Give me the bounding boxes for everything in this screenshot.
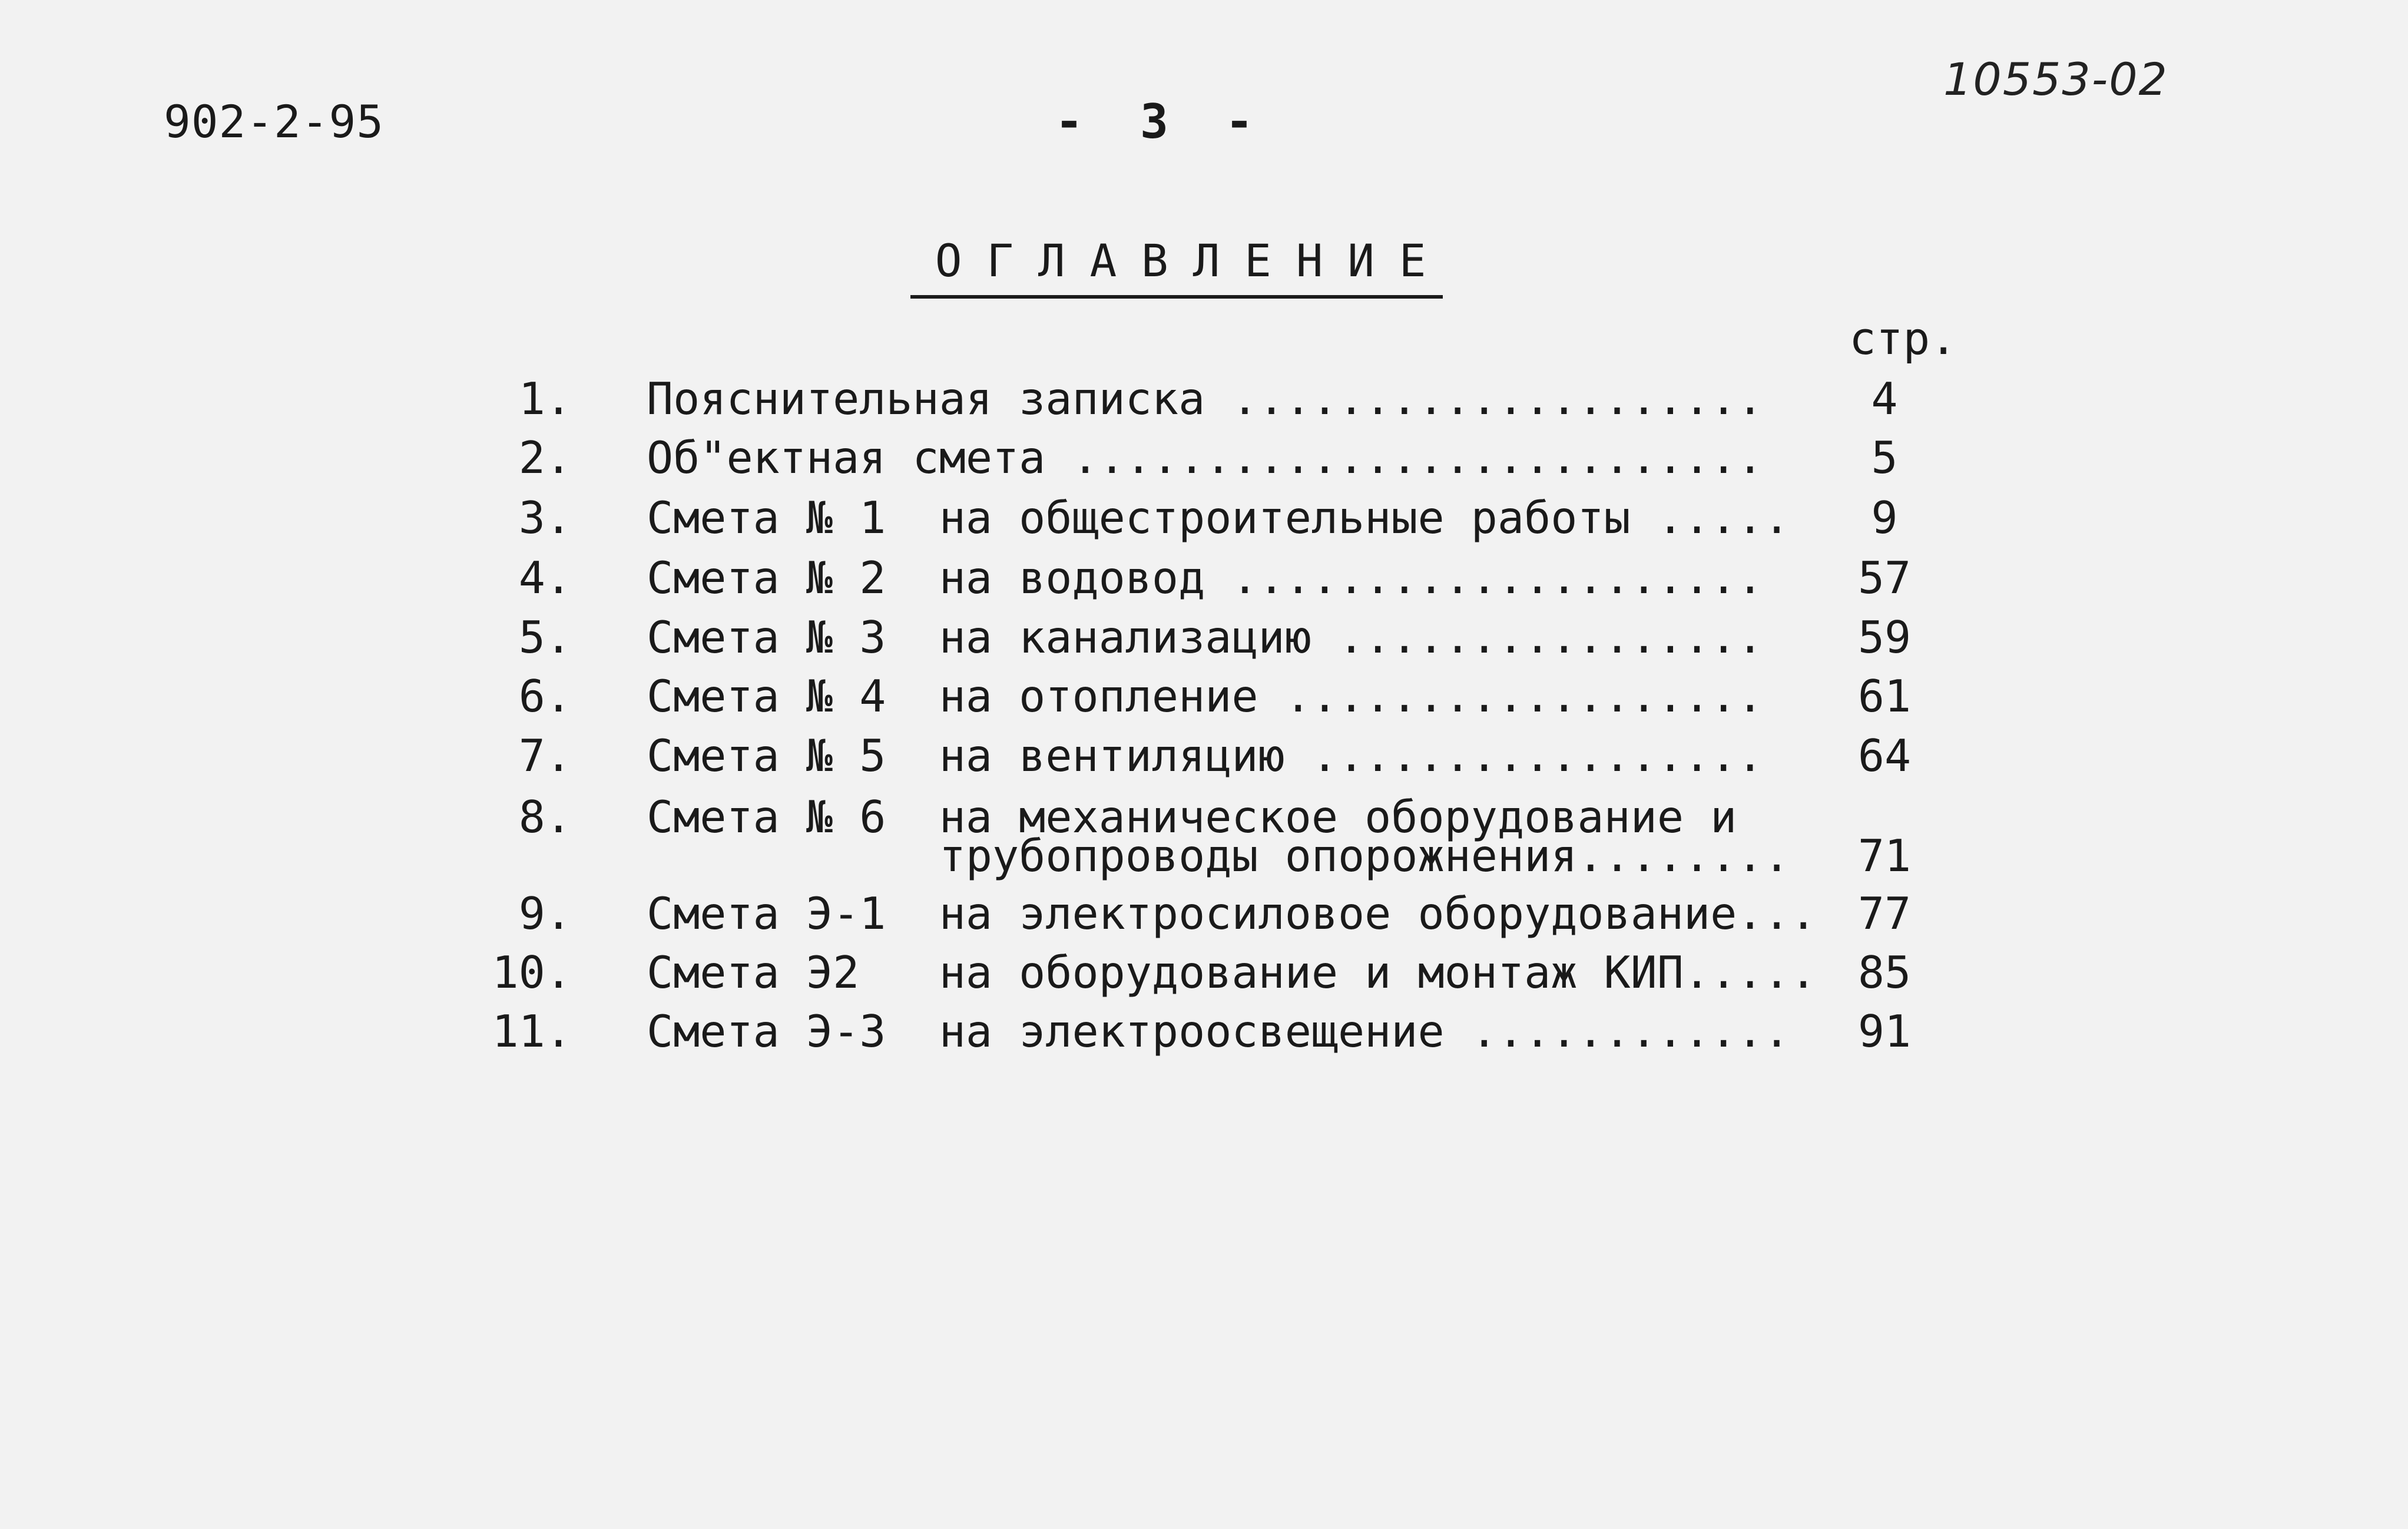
toc-entry-page: 4 — [1871, 373, 1898, 425]
toc-entry-number: 9. — [518, 888, 572, 939]
toc-entry-text-continuation: трубопроводы опорожнения........ — [647, 830, 1790, 882]
toc-entry-number: 11. — [492, 1005, 572, 1057]
toc-entry-9 — [0, 888, 2408, 951]
toc-entry-page: 57 — [1857, 552, 1912, 604]
toc-entry-number: 3. — [518, 492, 572, 544]
toc-entry-page: 9 — [1871, 492, 1898, 544]
toc-entry-page: 59 — [1857, 611, 1912, 663]
toc-entry-10 — [0, 946, 2408, 1010]
toc-entry-number: 6. — [518, 670, 572, 722]
toc-entry-text: Смета Э-1 на электросиловое оборудование... — [647, 888, 1817, 939]
toc-entry-page: 61 — [1857, 670, 1912, 722]
toc-entry-number: 5. — [518, 611, 572, 663]
toc-entry-11 — [0, 1005, 2408, 1068]
toc-entry-8-continuation — [0, 830, 2408, 893]
toc-entry-4 — [0, 552, 2408, 615]
toc-title: ОГЛАВЛЕНИЕ — [910, 234, 1443, 299]
toc-entry-text: Смета № 1 на общестроительные работы ..... — [647, 492, 1790, 544]
toc-entry-text: Смета № 6 на механическое оборудование и — [647, 791, 1737, 843]
archive-number: 10553-02 — [1943, 53, 2168, 105]
toc-entry-text: Смета Э2 на оборудование и монтаж КИП..... — [647, 946, 1817, 998]
toc-entry-6 — [0, 670, 2408, 733]
toc-entry-number: 2. — [518, 432, 572, 484]
toc-entry-text: Смета № 4 на отопление .................. — [647, 670, 1764, 722]
toc-entry-text: Смета № 3 на канализацию ................ — [647, 611, 1764, 663]
toc-entry-3 — [0, 492, 2408, 555]
toc-entry-number: 8. — [518, 791, 572, 843]
document-code: 902-2-95 — [164, 95, 385, 148]
toc-entry-number: 7. — [518, 730, 572, 782]
toc-entry-5 — [0, 611, 2408, 674]
toc-entry-number: 10. — [492, 946, 572, 998]
toc-entry-number: 1. — [518, 373, 572, 425]
toc-entry-text: Смета № 5 на вентиляцию ................. — [647, 730, 1764, 782]
toc-entry-page: 85 — [1857, 946, 1912, 998]
page-number: - 3 - — [1055, 94, 1254, 149]
toc-entry-page: 71 — [1857, 830, 1912, 882]
toc-entry-text: Смета № 2 на водовод .................... — [647, 552, 1764, 604]
toc-entry-2 — [0, 432, 2408, 495]
toc-entry-page: 64 — [1857, 730, 1912, 782]
toc-entry-number: 4. — [518, 552, 572, 604]
toc-entry-page: 77 — [1857, 888, 1912, 939]
toc-entry-7 — [0, 730, 2408, 793]
toc-entry-page: 91 — [1857, 1005, 1912, 1057]
toc-entry-page: 5 — [1871, 432, 1898, 484]
page-column-header: стр. — [1849, 312, 1957, 365]
toc-entry-text: Об"ектная смета .......................... — [647, 432, 1764, 484]
toc-entry-text: Смета Э-3 на электроосвещение ............ — [647, 1005, 1790, 1057]
toc-entry-text: Пояснительная записка .................... — [647, 373, 1764, 425]
toc-entry-1 — [0, 373, 2408, 436]
